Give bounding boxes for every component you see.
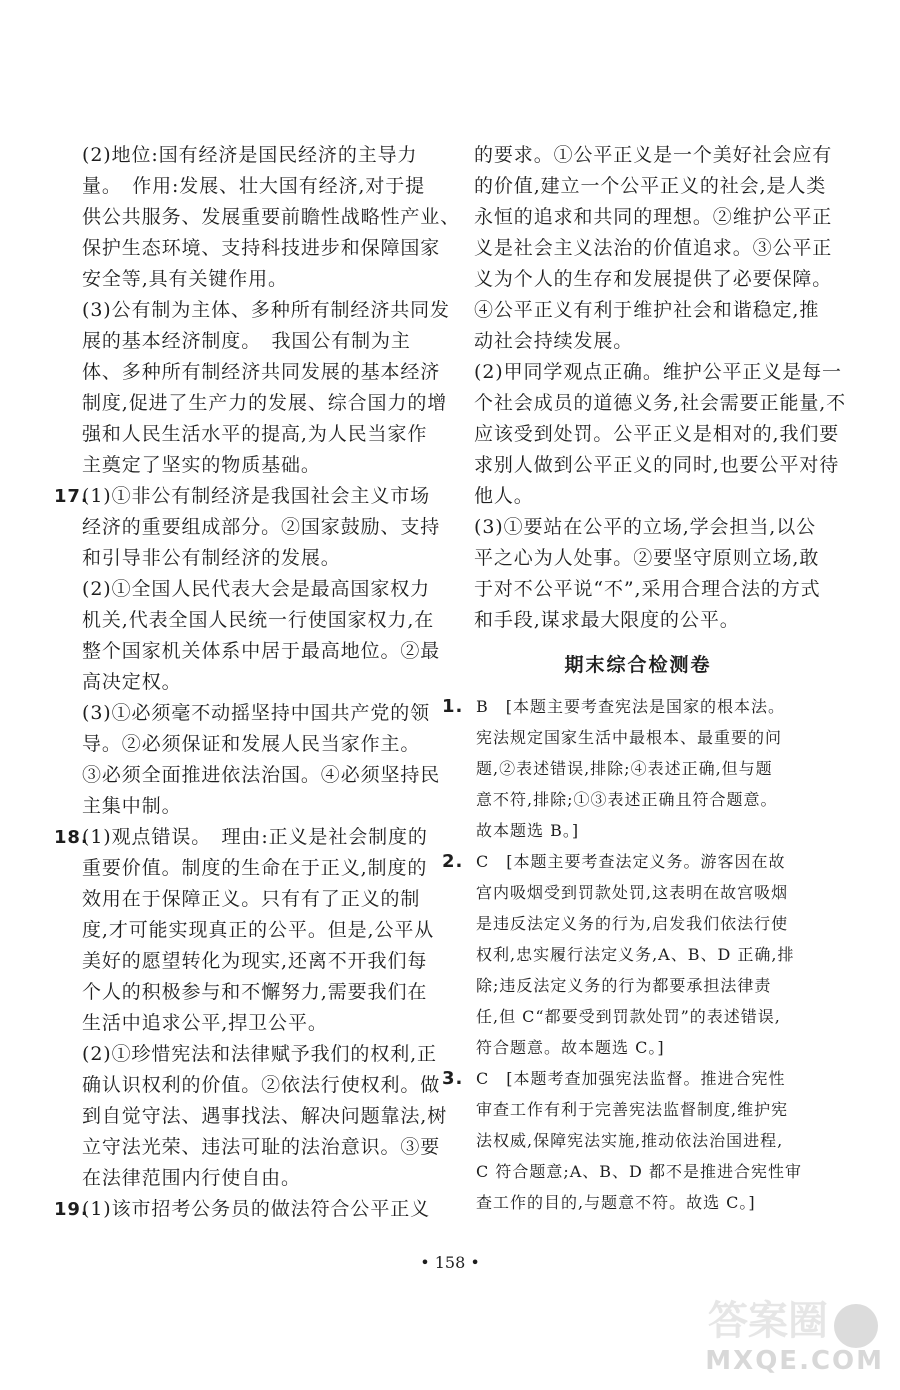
text-line: (3)①要站在公平的立场,学会担当,以公 (474, 516, 816, 538)
text-line: 主奠定了坚实的物质基础。 (82, 454, 321, 476)
text-line: 义是社会主义法治的价值追求。③公平正 (474, 237, 833, 259)
text-line: ④公平正义有利于维护社会和谐稳定,推 (474, 299, 820, 321)
text-line: 审查工作有利于完善宪法监督制度,维护宪 (476, 1100, 789, 1119)
question-19 (54, 1194, 438, 1225)
text-line: 度,才可能实现真正的公平。但是,公平从 (82, 919, 435, 941)
text-line: 的价值,建立一个公平正义的社会,是人类 (474, 175, 827, 197)
text-line: (1)观点错误。 理由:正义是社会制度的 (82, 826, 428, 848)
text-line: 重要价值。制度的生命在于正义,制度的 (82, 857, 428, 879)
text-line: 于对不公平说“不”,采用合理合法的方式 (474, 578, 821, 600)
text-line: 到自觉守法、遇事找法、解决问题靠法,树 (82, 1105, 448, 1127)
watermark-logo (698, 1298, 888, 1382)
text-line: 高决定权。 (82, 671, 182, 693)
text-line: ③必须全面推进依法治国。④必须坚持民 (82, 764, 441, 786)
text-line: 是违反法定义务的行为,启发我们依法行使 (476, 914, 789, 933)
answer-explanation (476, 1063, 824, 1218)
text-line: 美好的愿望转化为现实,还离不开我们每 (82, 950, 428, 972)
text-line: 题,②表述错误,排除;④表述正确,但与题 (476, 759, 773, 778)
text-line: 除;违反法定义务的行为都要承担法律责 (476, 976, 772, 995)
text-line: 确认识权利的价值。②依法行使权利。做 (82, 1074, 441, 1096)
text-line: 导。②必须保证和发展人民当家作主。 (82, 733, 421, 755)
answer-explanation (476, 846, 824, 1063)
paragraph-state-economy (58, 140, 461, 295)
question-number: 1. (442, 696, 464, 717)
text-line: 制度,促进了生产力的发展、综合国力的增 (82, 392, 448, 414)
answer-part-1 (82, 481, 441, 574)
right-column (442, 140, 847, 1218)
watermark-circle-icon (834, 1304, 878, 1348)
text-line: 的要求。①公平正义是一个美好社会应有 (474, 144, 833, 166)
text-line: 权利,忠实履行法定义务,A、B、D 正确,排 (476, 945, 795, 964)
question-number: 19. (54, 1199, 89, 1220)
text-line: B [本题主要考查宪法是国家的根本法。 (476, 697, 786, 716)
text-line: (2)①全国人民代表大会是最高国家权力 (82, 578, 431, 600)
left-column (54, 140, 461, 1225)
text-line: 和引导非公有制经济的发展。 (82, 547, 341, 569)
question-17 (54, 481, 441, 574)
text-line: 整个国家机关体系中居于最高地位。②最 (82, 640, 441, 662)
text-line: 动社会持续发展。 (474, 330, 634, 352)
text-line: (3)公有制为主体、多种所有制经济共同发 (82, 299, 450, 321)
text-line: 效用在于保障正义。只有有了正义的制 (82, 888, 421, 910)
paragraph-student-opinion (452, 357, 847, 512)
question-17-part-3 (58, 698, 441, 822)
text-line: (2)地位:国有经济是国民经济的主导力 (82, 144, 418, 166)
text-line: C 符合题意;A、B、D 都不是推进合宪性审 (476, 1162, 802, 1181)
question-number: 17. (54, 486, 89, 507)
text-line: 机关,代表全国人民统一行使国家权力,在 (82, 609, 435, 631)
question-number: 18. (54, 827, 89, 848)
text-line: 在法律范围内行使自由。 (82, 1167, 301, 1189)
text-line: 查工作的目的,与题意不符。故选 C。] (476, 1193, 756, 1212)
text-line: 故本题选 B。] (476, 821, 580, 840)
text-line: 生活中追求公平,捍卫公平。 (82, 1012, 328, 1034)
text-line: (2)①珍惜宪法和法律赋予我们的权利,正 (82, 1043, 437, 1065)
question-18-part-2 (58, 1039, 448, 1194)
text-line: 应该受到处罚。公平正义是相对的,我们要 (474, 423, 840, 445)
answer-part-1 (82, 822, 438, 1039)
answer-part-1 (82, 1194, 438, 1225)
text-line: 安全等,具有关键作用。 (82, 268, 288, 290)
text-line: 宪法规定国家生活中最根本、最重要的问 (476, 728, 783, 747)
paragraph-basic-economic-system (58, 295, 450, 481)
text-line: 义为个人的生存和发展提供了必要保障。 (474, 268, 833, 290)
paragraph-fair-stance (452, 512, 824, 636)
text-line: C [本题考查加强宪法监督。推进合宪性 (476, 1069, 786, 1088)
text-line: 求别人做到公平正义的同时,也要公平对待 (474, 454, 840, 476)
text-line: 他人。 (474, 485, 534, 507)
page-number: • 158 • (420, 1253, 480, 1272)
text-line: 主集中制。 (82, 795, 182, 817)
text-line: 立守法光荣、违法可耻的法治意识。③要 (82, 1136, 441, 1158)
text-line: 个人的积极参与和不懈努力,需要我们在 (82, 981, 428, 1003)
text-line: 强和人民生活水平的提高,为人民当家作 (82, 423, 428, 445)
exam-question-3 (442, 1063, 824, 1218)
text-line: (2)甲同学观点正确。维护公平正义是每一 (474, 361, 842, 383)
text-line: 永恒的追求和共同的理想。②维护公平正 (474, 206, 833, 228)
text-line: 保护生态环境、支持科技进步和保障国家 (82, 237, 441, 259)
text-line: 和手段,谋求最大限度的公平。 (474, 609, 740, 631)
text-line: 展的基本经济制度。 我国公有制为主 (82, 330, 411, 352)
exam-question-2 (442, 846, 824, 1063)
text-line: 意不符,排除;①③表述正确且符合题意。 (476, 790, 778, 809)
text-line: 经济的重要组成部分。②国家鼓励、支持 (82, 516, 441, 538)
text-line: (1)①非公有制经济是我国社会主义市场 (82, 485, 431, 507)
text-line: 任,但 C“都要受到罚款处罚”的表述错误, (476, 1007, 781, 1026)
text-line: 宫内吸烟受到罚款处罚,这表明在故宫吸烟 (476, 883, 789, 902)
text-line: C [本题主要考查法定义务。游客因在故 (476, 852, 786, 871)
text-line: 供公共服务、发展重要前瞻性战略性产业、 (82, 206, 461, 228)
text-line: 量。 作用:发展、壮大国有经济,对于提 (82, 175, 426, 197)
question-number: 2. (442, 851, 464, 872)
text-line: 符合题意。故本题选 C。] (476, 1038, 665, 1057)
text-line: 平之心为人处事。②要坚守原则立场,敢 (474, 547, 820, 569)
text-line: (3)①必须毫不动摇坚持中国共产党的领 (82, 702, 431, 724)
text-line: (1)该市招考公务员的做法符合公平正义 (82, 1198, 431, 1220)
question-number: 3. (442, 1068, 464, 1089)
answer-explanation (476, 691, 824, 846)
text-line: 个社会成员的道德义务,社会需要正能量,不 (474, 392, 847, 414)
watermark-url: MXQE.COM (705, 1346, 884, 1376)
text-line: 体、多种所有制经济共同发展的基本经济 (82, 361, 441, 383)
section-title: 期末综合检测卷 (564, 654, 712, 676)
text-line: 法权威,保障宪法实施,推动依法治国进程, (476, 1131, 784, 1150)
question-18 (54, 822, 438, 1039)
exam-question-1 (442, 691, 824, 846)
watermark-title: 答案圈 (708, 1298, 828, 1344)
question-17-part-2 (58, 574, 441, 698)
paragraph-fairness-justice (452, 140, 833, 357)
